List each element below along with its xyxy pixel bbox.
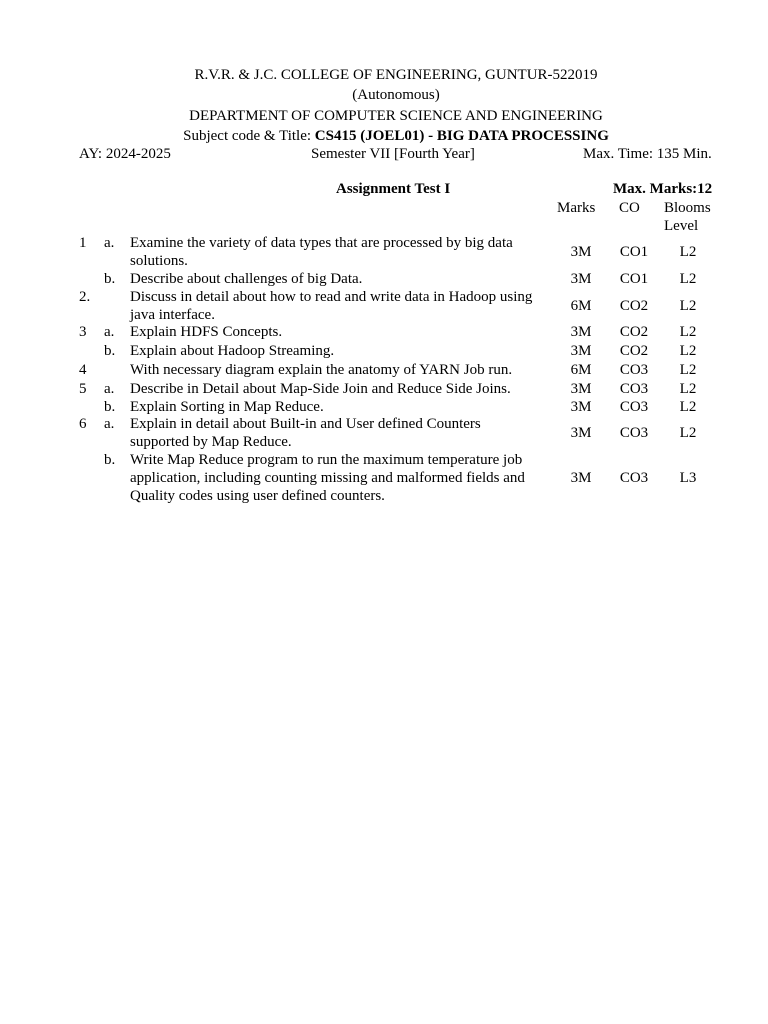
question-co: CO3 (619, 425, 649, 441)
question-number: 5 (79, 381, 87, 397)
question-text: Examine the variety of data types that are processed by big data solutions. (130, 235, 513, 269)
question-text: Discuss in detail about how to read and write data in Hadoop using java interface. (130, 289, 533, 323)
question-number: 4 (79, 362, 87, 378)
semester: Semester VII [Fourth Year] (311, 146, 475, 162)
question-blooms: L2 (679, 324, 697, 340)
question-blooms: L2 (679, 271, 697, 287)
col-header-level: Level (664, 218, 699, 234)
question-co: CO3 (619, 399, 649, 415)
max-marks: Max. Marks:12 (613, 181, 713, 197)
question-blooms: L2 (679, 399, 697, 415)
question-co: CO2 (619, 298, 649, 314)
question-co: CO3 (619, 362, 649, 378)
subject-prefix: Subject code & Title: (183, 128, 315, 144)
question-co: CO2 (619, 324, 649, 340)
department-name: DEPARTMENT OF COMPUTER SCIENCE AND ENGINEERING (189, 108, 603, 124)
question-part: a. (104, 324, 115, 340)
question-blooms: L2 (679, 362, 697, 378)
question-co: CO1 (619, 271, 649, 287)
question-part: b. (104, 452, 116, 468)
question-co: CO1 (619, 244, 649, 260)
question-marks: 6M (570, 362, 592, 378)
question-text: Describe about challenges of big Data. (130, 271, 363, 287)
question-text: Explain about Hadoop Streaming. (130, 343, 335, 359)
subject-line (0, 127, 768, 145)
question-blooms: L2 (679, 343, 697, 359)
college-name: R.V.R. & J.C. COLLEGE OF ENGINEERING, GUNTUR-522019 (194, 67, 598, 83)
question-marks: 6M (570, 298, 592, 314)
question-marks: 3M (570, 381, 592, 397)
col-header-blooms: Blooms (664, 200, 711, 216)
question-number: 2. (79, 289, 91, 305)
question-marks: 3M (570, 425, 592, 441)
question-marks: 3M (570, 399, 592, 415)
question-marks: 3M (570, 470, 592, 486)
question-marks: 3M (570, 343, 592, 359)
subject-title: CS415 (JOEL01) - BIG DATA PROCESSING (314, 128, 609, 144)
question-part: a. (104, 416, 115, 432)
autonomous-label: (Autonomous) (352, 87, 440, 103)
question-part: b. (104, 271, 116, 287)
question-co: CO3 (619, 470, 649, 486)
col-header-marks: Marks (557, 200, 596, 216)
question-number: 6 (79, 416, 87, 432)
col-header-co: CO (619, 200, 640, 216)
question-number: 3 (79, 324, 87, 340)
question-marks: 3M (570, 324, 592, 340)
question-text: With necessary diagram explain the anatomy of YARN Job run. (130, 362, 513, 378)
question-blooms: L2 (679, 425, 697, 441)
question-text: Explain HDFS Concepts. (130, 324, 283, 340)
question-text: Describe in Detail about Map-Side Join and Reduce Side Joins. (130, 381, 511, 397)
question-part: b. (104, 343, 116, 359)
question-co: CO3 (619, 381, 649, 397)
question-number: 1 (79, 235, 87, 251)
question-part: b. (104, 399, 116, 415)
question-blooms: L2 (679, 298, 697, 314)
max-time: Max. Time: 135 Min. (583, 146, 712, 162)
question-part: a. (104, 235, 115, 251)
question-blooms: L3 (679, 470, 697, 486)
question-text: Explain Sorting in Map Reduce. (130, 399, 324, 415)
question-blooms: L2 (679, 244, 697, 260)
test-title: Assignment Test I (336, 181, 451, 197)
question-marks: 3M (570, 244, 592, 260)
academic-year: AY: 2024-2025 (79, 146, 171, 162)
question-marks: 3M (570, 271, 592, 287)
question-text: Explain in detail about Built-in and User defined Counters supported by Map Reduce. (130, 416, 481, 450)
question-part: a. (104, 381, 115, 397)
question-text: Write Map Reduce program to run the maximum temperature job application, including counting missing and malformed fields and Quality codes using user defined counters. (130, 452, 525, 504)
question-co: CO2 (619, 343, 649, 359)
question-blooms: L2 (679, 381, 697, 397)
